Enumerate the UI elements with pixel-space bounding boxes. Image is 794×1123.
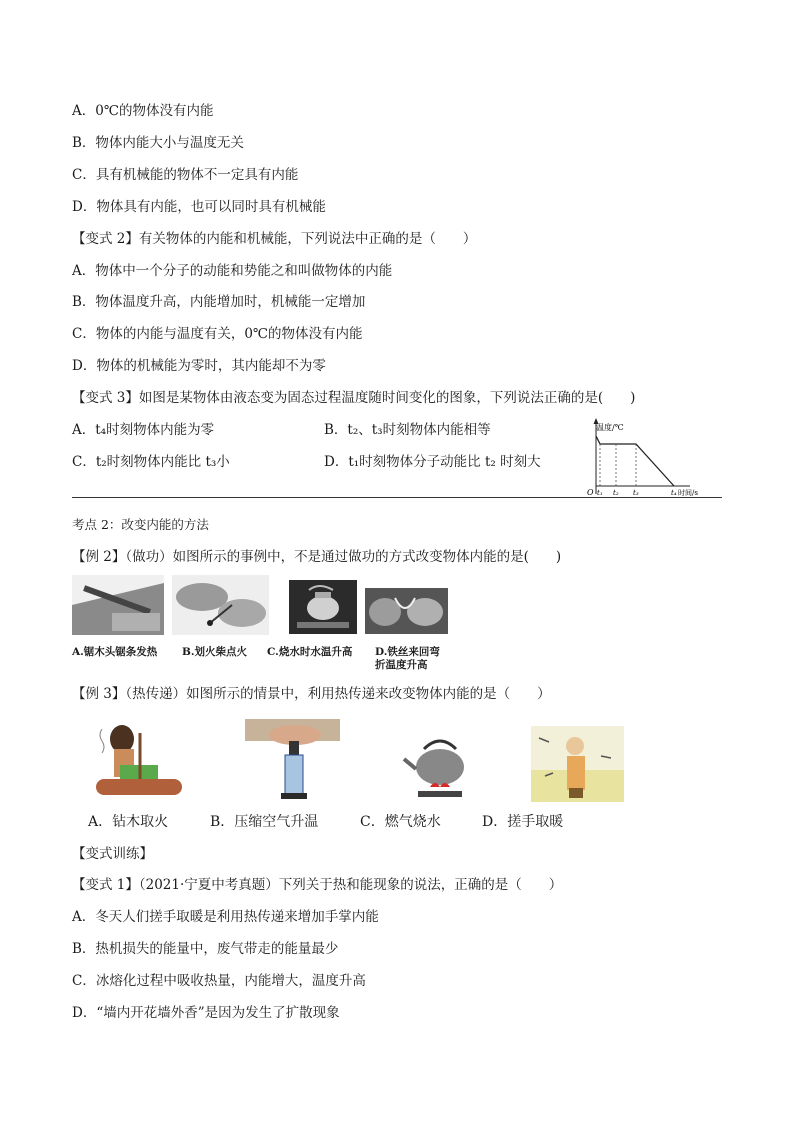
variant1-option-c: C．冰熔化过程中吸收热量，内能增大，温度升高 [72,973,366,989]
example3-stem: 【例 3】（热传递）如图所示的情景中，利用热传递来改变物体内能的是（ ） [72,686,551,702]
boiling-kettle-image [289,580,357,634]
temperature-curve [596,436,674,486]
drilling-wood-fire-image [92,713,185,805]
option-a: A．0℃的物体没有内能 [72,103,214,119]
option-d: D．物体具有内能，也可以同时具有机械能 [72,199,326,215]
rubbing-hands-image [531,726,624,802]
example2-caption-d-cont: 折温度升高 [375,659,428,671]
variant3-stem: 【变式 3】如图是某物体由液态变为固态过程温度随时间变化的图象，下列说法正确的是( ) [72,390,636,406]
variant2-option-d: D．物体的机械能为零时，其内能却不为零 [72,358,326,374]
example3-caption-b: B．压缩空气升温 [210,814,319,830]
origin-label: O [587,488,594,497]
example2-caption-b: B.划火柴点火 [182,646,248,658]
variant3-option-a: A．t₄时刻物体内能为零 [72,422,215,438]
variant3-option-d: D．t₁时刻物体分子动能比 t₂ 时刻大 [324,454,541,470]
example3-caption-a: A．钻木取火 [88,814,169,830]
variant3-option-c: C．t₂时刻物体内能比 t₃小 [72,454,230,470]
variant1-option-b: B．热机损失的能量中，废气带走的能量最少 [72,941,339,957]
option-c: C．具有机械能的物体不一定具有内能 [72,167,299,183]
variant1-stem: 【变式 1】（2021·宁夏中考真题）下列关于热和能现象的说法，正确的是（ ） [72,877,563,893]
section-divider [72,497,722,498]
y-axis-label: 温度/℃ [596,423,624,432]
t1-label: t₁ [597,489,603,497]
x-axis-label: 时间/s [678,489,698,497]
example3-caption-d: D．搓手取暖 [482,814,564,830]
air-compression-image [245,719,340,805]
option-b: B．物体内能大小与温度无关 [72,135,244,151]
temperature-time-graph [584,414,714,498]
bending-wire-image [365,588,448,634]
gas-burner-kettle-image [400,729,478,802]
variant2-stem: 【变式 2】有关物体的内能和机械能，下列说法中正确的是（ ） [72,231,477,247]
variant1-option-d: D．“墙内开花墙外香”是因为发生了扩散现象 [72,1005,340,1021]
training-title: 【变式训练】 [72,846,153,862]
variant2-option-a: A．物体中一个分子的动能和势能之和叫做物体的内能 [72,263,393,279]
example2-caption-a: A.锯木头锯条发热 [72,646,158,658]
t3-label: t₃ [633,489,639,497]
variant2-option-b: B．物体温度升高，内能增加时，机械能一定增加 [72,294,366,310]
variant1-option-a: A．冬天人们搓手取暖是利用热传递来增加手掌内能 [72,909,379,925]
t4-label: t₄ [671,489,677,497]
striking-match-image [172,575,269,635]
sawing-wood-image [72,575,164,635]
section-title: 考点 2：改变内能的方法 [72,517,209,532]
example2-caption-d: D.铁丝来回弯 [375,646,440,658]
variant3-option-b: B．t₂、t₃时刻物体内能相等 [324,422,491,438]
variant2-option-c: C．物体的内能与温度有关，0℃的物体没有内能 [72,326,363,342]
example3-caption-c: C．燃气烧水 [360,814,441,830]
example2-caption-c: C.烧水时水温升高 [267,646,353,658]
t2-label: t₂ [613,489,619,497]
example2-stem: 【例 2】（做功）如图所示的事例中，不是通过做功的方式改变物体内能的是( ) [72,549,562,565]
